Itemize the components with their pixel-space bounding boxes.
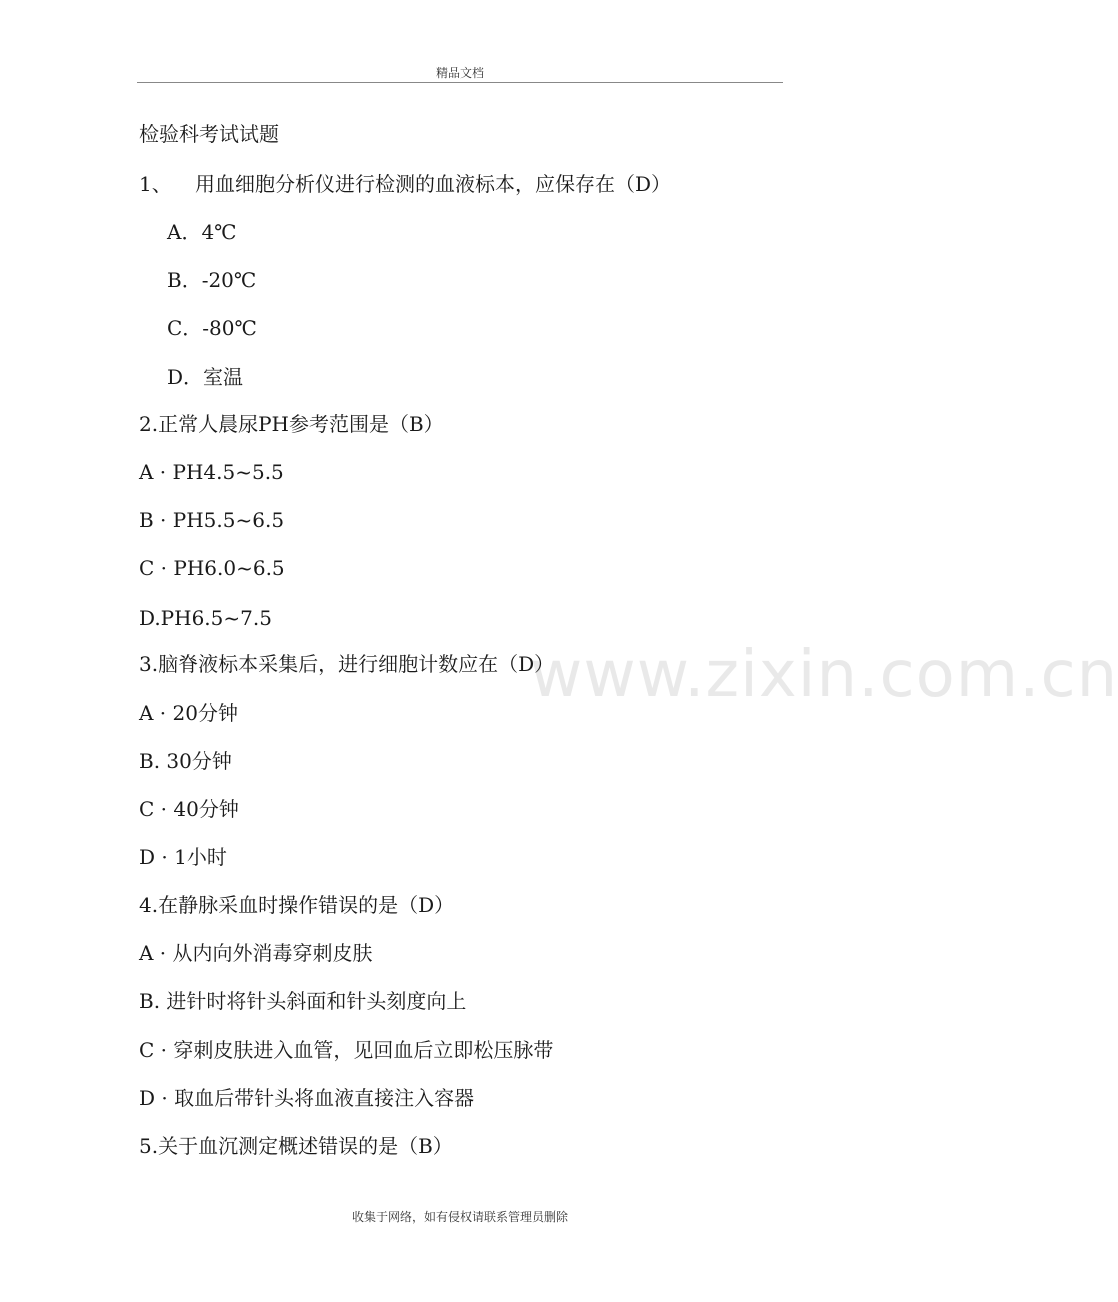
- q1-stem: 用血细胞分析仪进行检测的血液标本，应保存在（D）: [195, 172, 672, 196]
- q1-number: 1、: [139, 172, 172, 196]
- q1-option-c: C．-80℃: [167, 316, 257, 340]
- q4-option-b: B. 进针时将针头斜面和针头刻度向上: [139, 989, 467, 1013]
- q2-option-c: C · PH6.0~6.5: [139, 556, 285, 580]
- q2-stem: 2.正常人晨尿PH参考范围是（B）: [139, 412, 444, 436]
- page-header-label: 精品文档: [435, 66, 484, 80]
- q5-stem: 5.关于血沉测定概述错误的是（B）: [139, 1134, 453, 1158]
- q3-option-c: C · 40分钟: [139, 797, 239, 821]
- q1-option-a: A．4℃: [167, 220, 237, 244]
- document-title: 检验科考试试题: [139, 122, 279, 146]
- page-footer-label: 收集于网络，如有侵权请联系管理员删除: [351, 1210, 568, 1224]
- watermark: www.zixin.com.cn: [530, 638, 1118, 712]
- q1-option-b: B．-20℃: [167, 268, 257, 292]
- q2-option-d: D.PH6.5~7.5: [139, 606, 272, 630]
- q3-stem: 3.脑脊液标本采集后，进行细胞计数应在（D）: [139, 652, 555, 676]
- q3-option-d: D · 1小时: [139, 845, 227, 869]
- q2-option-b: B · PH5.5~6.5: [139, 508, 285, 532]
- q4-option-c: C · 穿刺皮肤进入血管，见回血后立即松压脉带: [139, 1038, 554, 1062]
- q1-option-d: D．室温: [167, 365, 244, 389]
- q3-option-b: B. 30分钟: [139, 749, 232, 773]
- q4-option-d: D · 取血后带针头将血液直接注入容器: [139, 1086, 475, 1110]
- q4-stem: 4.在静脉采血时操作错误的是（D）: [139, 893, 455, 917]
- q3-option-a: A · 20分钟: [139, 701, 238, 725]
- q4-option-a: A · 从内向外消毒穿刺皮肤: [139, 941, 373, 965]
- q2-option-a: A · PH4.5~5.5: [139, 460, 284, 484]
- header-divider: [137, 82, 783, 83]
